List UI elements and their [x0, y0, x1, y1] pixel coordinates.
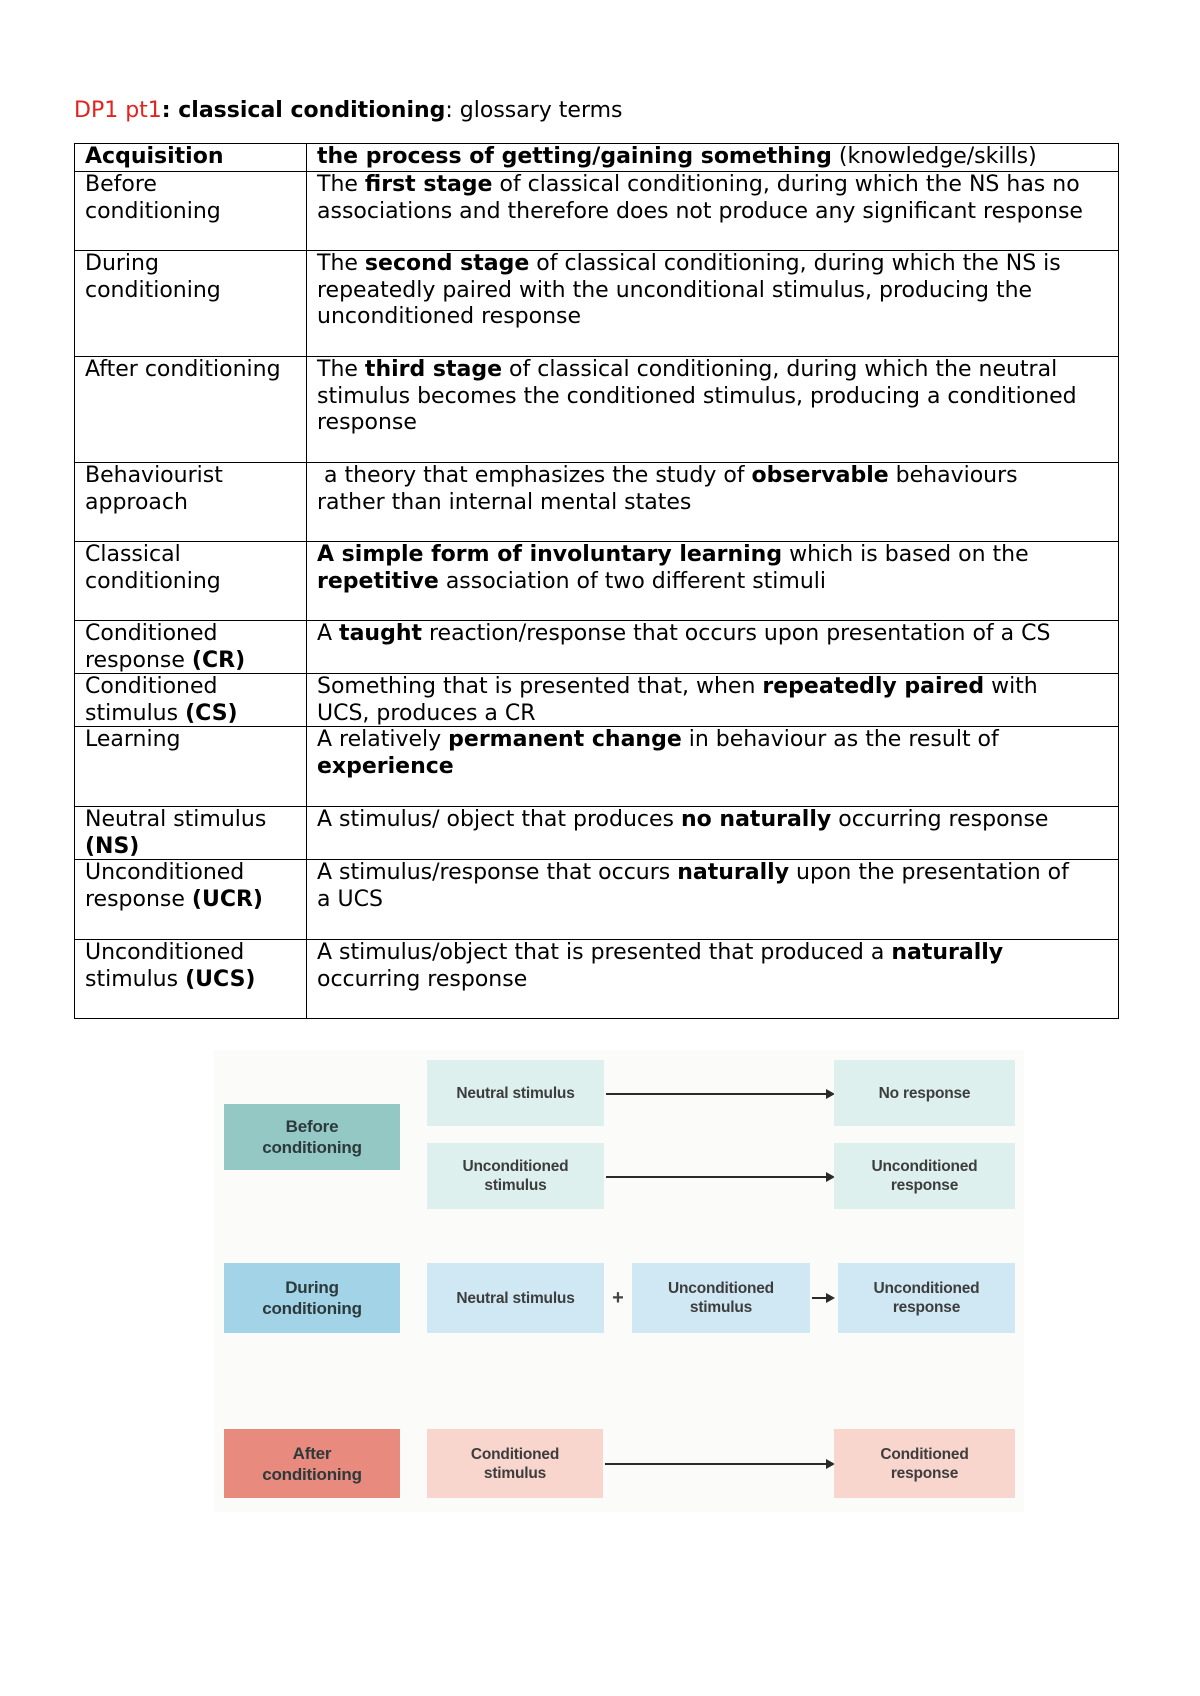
before-unconditioned-response-box [834, 1143, 1015, 1209]
definition-text: of classical conditioning, during which the neutral stimulus becomes the conditioned stimulus, producing a conditioned response [317, 357, 1077, 435]
definition-bold-text: experience [317, 753, 454, 779]
definition-text: of classical conditioning, during which the NS has no associations and therefore does not produce any significant response [317, 172, 1083, 224]
glossary-definition-cell [307, 940, 1118, 1018]
box-text: Conditioned response [880, 1445, 969, 1482]
before-unconditioned-stimulus-box [427, 1143, 604, 1209]
glossary-definition-cell [307, 860, 1118, 939]
term-text: Behaviourist approach [85, 463, 223, 515]
definition-bold-text: third stage [364, 357, 503, 382]
glossary-row [75, 621, 1118, 674]
definition-text: occurring response [317, 966, 528, 992]
before-neutral-stimulus-box [427, 1060, 604, 1126]
before-conditioning-label [224, 1104, 400, 1170]
definition-text: in behaviour as the result of [688, 727, 999, 752]
box-text: Unconditioned stimulus [462, 1158, 569, 1194]
definition-bold-text: repeatedly paired [762, 674, 985, 699]
glossary-row [75, 357, 1118, 463]
box-text: Neutral stimulus [456, 1084, 575, 1102]
term-text: During conditioning [85, 251, 221, 303]
glossary-definition-cell [307, 251, 1118, 356]
term-text: Conditioned response [85, 621, 218, 673]
glossary-term-cell [75, 727, 307, 806]
definition-bold-text: no naturally [680, 807, 832, 832]
box-text: Unconditioned stimulus [668, 1280, 774, 1316]
arrow-right-icon [606, 1093, 833, 1095]
glossary-row [75, 727, 1118, 807]
definition-text: behaviours rather than internal mental states [317, 463, 1018, 515]
definition-text: A stimulus/ object that produces [317, 807, 681, 832]
definition-text: The [317, 357, 365, 382]
glossary-term-cell [75, 463, 307, 541]
stage-label-text: After conditioning [262, 1443, 362, 1484]
definition-bold-text: first stage [364, 172, 493, 197]
plus-sign: + [612, 1287, 624, 1309]
definition-bold-text: the process of getting/gaining something [317, 144, 832, 169]
glossary-term-cell [75, 144, 307, 171]
term-bold-text: (CS) [185, 700, 238, 726]
page-title [74, 98, 623, 125]
glossary-term-cell [75, 172, 307, 250]
glossary-term-cell [75, 251, 307, 356]
glossary-definition-cell [307, 172, 1118, 250]
term-bold-text: (UCR) [191, 886, 263, 912]
glossary-term-cell [75, 807, 307, 859]
stage-label-text: During conditioning [262, 1278, 362, 1318]
box-text: Neutral stimulus [456, 1289, 575, 1307]
title-suffix: : glossary terms [445, 98, 623, 123]
glossary-row [75, 251, 1118, 357]
stage-label-text: Before conditioning [262, 1117, 362, 1157]
glossary-row [75, 172, 1118, 251]
box-text: Unconditioned response [871, 1158, 978, 1194]
definition-text: A stimulus/object that is presented that produced a [317, 940, 892, 965]
term-bold-text: (CR) [191, 647, 246, 673]
definition-bold-text: naturally [891, 940, 1004, 965]
definition-text: The [317, 251, 365, 276]
term-bold-text: (NS) [85, 833, 140, 859]
glossary-term-cell [75, 357, 307, 462]
definition-bold-text: taught [339, 621, 422, 646]
glossary-row [75, 463, 1118, 542]
after-conditioning-label [224, 1429, 400, 1498]
title-code: DP1 pt1 [74, 98, 162, 123]
term-bold-text: (UCS) [185, 966, 256, 992]
definition-text: a theory that emphasizes the study of [317, 463, 752, 488]
glossary-row [75, 940, 1118, 1019]
term-text: Unconditioned response [85, 860, 245, 912]
definition-text: The [317, 172, 365, 197]
after-conditioned-response-box [834, 1429, 1015, 1498]
after-conditioned-stimulus-box [427, 1429, 603, 1498]
box-text: No response [878, 1084, 971, 1102]
term-text: After conditioning [85, 357, 281, 382]
glossary-definition-cell [307, 144, 1118, 171]
during-unconditioned-response-box [838, 1263, 1015, 1333]
glossary-row [75, 542, 1118, 621]
glossary-term-cell [75, 674, 307, 726]
glossary-row [75, 860, 1118, 940]
classical-conditioning-diagram [214, 1050, 1024, 1512]
arrow-right-icon [605, 1463, 833, 1465]
definition-text: upon the presentation of a UCS [317, 860, 1069, 912]
during-conditioning-label [224, 1263, 400, 1333]
box-text: Unconditioned response [873, 1280, 980, 1316]
glossary-term-cell [75, 940, 307, 1018]
definition-text: with UCS, produces a CR [317, 674, 1038, 726]
title-topic: : classical conditioning [161, 98, 446, 123]
glossary-table [74, 143, 1119, 1019]
term-text: Conditioned stimulus [85, 674, 218, 726]
term-bold-text: Acquisition [85, 144, 224, 169]
glossary-definition-cell [307, 357, 1118, 462]
arrow-right-icon [812, 1297, 833, 1299]
definition-bold-text: A simple form of involuntary learning [317, 542, 783, 567]
definition-bold-text: observable [751, 463, 889, 488]
definition-text: reaction/response that occurs upon presentation of a CS [422, 621, 1051, 646]
during-neutral-stimulus-box [427, 1263, 604, 1333]
term-text: Neutral stimulus [85, 807, 267, 832]
glossary-definition-cell [307, 674, 1118, 726]
glossary-row [75, 807, 1118, 860]
definition-text: occurring response [831, 807, 1049, 832]
term-text: Classical conditioning [85, 542, 221, 594]
glossary-definition-cell [307, 463, 1118, 541]
glossary-term-cell [75, 621, 307, 673]
definition-text: (knowledge/skills) [831, 144, 1037, 169]
glossary-term-cell [75, 860, 307, 939]
during-unconditioned-stimulus-box [632, 1263, 810, 1333]
definition-bold-text: repetitive [317, 568, 439, 594]
term-text: Unconditioned stimulus [85, 940, 245, 992]
definition-text: Something that is presented that, when [317, 674, 763, 699]
glossary-definition-cell [307, 727, 1118, 806]
definition-text: of classical conditioning, during which the NS is repeatedly paired with the unconditional stimulus, producing the unconditioned response [317, 251, 1061, 329]
definition-bold-text: permanent change [448, 727, 682, 752]
glossary-row [75, 144, 1118, 172]
glossary-definition-cell [307, 807, 1118, 859]
definition-text: A stimulus/response that occurs [317, 860, 678, 885]
glossary-term-cell [75, 542, 307, 620]
glossary-row [75, 674, 1118, 727]
term-text: Before conditioning [85, 172, 221, 224]
definition-text: which is based on the [789, 542, 1029, 567]
definition-text: A [317, 621, 340, 646]
box-text: Conditioned stimulus [470, 1445, 560, 1482]
term-text: Learning [85, 727, 181, 752]
arrow-right-icon [606, 1176, 833, 1178]
definition-text: A relatively [317, 727, 449, 752]
glossary-definition-cell [307, 542, 1118, 620]
before-no-response-box [834, 1060, 1015, 1126]
definition-bold-text: second stage [364, 251, 530, 276]
glossary-definition-cell [307, 621, 1118, 673]
definition-text: association of two different stimuli [438, 568, 827, 594]
definition-bold-text: naturally [677, 860, 790, 885]
